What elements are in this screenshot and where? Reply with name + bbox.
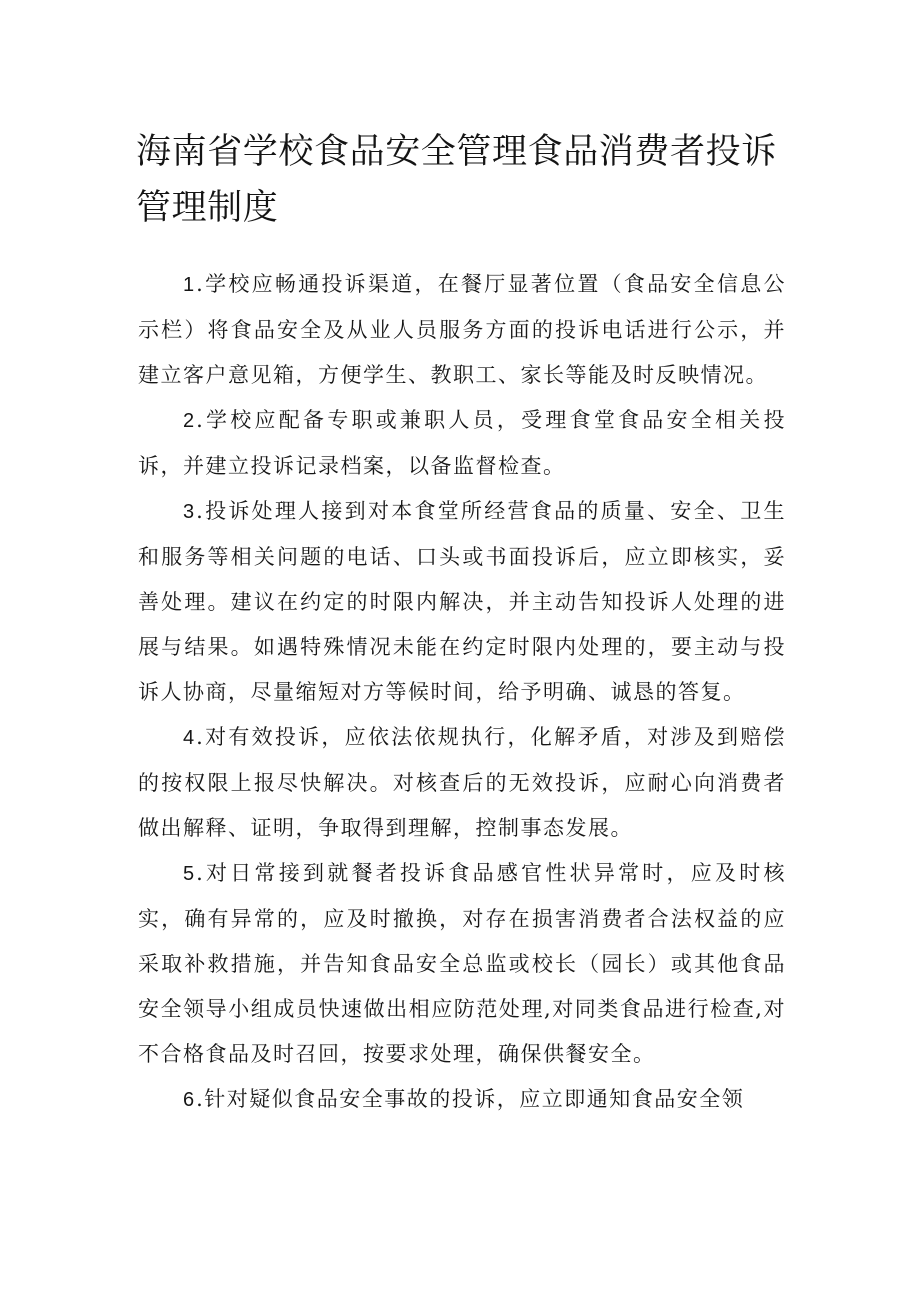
paragraph-number: 4	[183, 727, 197, 749]
paragraph-number: 2	[183, 410, 197, 432]
paragraph-number: 5	[183, 863, 197, 885]
paragraph-number: 6	[183, 1089, 197, 1111]
paragraph-number: 3	[183, 501, 197, 523]
document-body	[138, 262, 786, 1123]
paragraph-text: .投诉处理人接到对本食堂所经营食品的质量、安全、卫生和服务等相关问题的电话、口头或书面投诉后，应立即核实，妥善处理。建议在约定的时限内解决，并主动告知投诉人处理的进展与结果。如遇特殊情况未能在约定时限内处理的，要主动与投诉人协商，尽量缩短对方等候时间，给予明确、诚恳的答复。	[138, 499, 786, 704]
document-title: 海南省学校食品安全管理食品消费者投诉管理制度	[136, 132, 777, 228]
paragraph-3	[138, 489, 786, 715]
paragraph-2	[138, 398, 786, 489]
paragraph-text: .针对疑似食品安全事故的投诉，应立即通知食品安全领	[196, 1087, 745, 1111]
paragraph-text: .学校应配备专职或兼职人员，受理食堂食品安全相关投诉，并建立投诉记录档案，以备监督检查。	[138, 408, 786, 478]
paragraph-4	[138, 715, 786, 851]
paragraph-5	[138, 851, 786, 1077]
paragraph-text: .学校应畅通投诉渠道，在餐厅显著位置（食品安全信息公示栏）将食品安全及从业人员服务方面的投诉电话进行公示，并建立客户意见箱，方便学生、教职工、家长等能及时反映情况。	[138, 272, 786, 387]
paragraph-6	[138, 1077, 786, 1123]
paragraph-text: .对有效投诉，应依法依规执行，化解矛盾，对涉及到赔偿的按权限上报尽快解决。对核查后的无效投诉，应耐心向消费者做出解释、证明，争取得到理解，控制事态发展。	[138, 725, 786, 840]
paragraph-number: 1	[183, 274, 197, 296]
paragraph-1	[138, 262, 786, 398]
paragraph-text: .对日常接到就餐者投诉食品感官性状异常时，应及时核实，确有异常的，应及时撤换，对存在损害消费者合法权益的应采取补救措施，并告知食品安全总监或校长（园长）或其他食品安全领导小组成员快速做出相应防范处理,对同类食品进行检查,对不合格食品及时召回，按要求处理，确保供餐安全。	[138, 861, 786, 1066]
